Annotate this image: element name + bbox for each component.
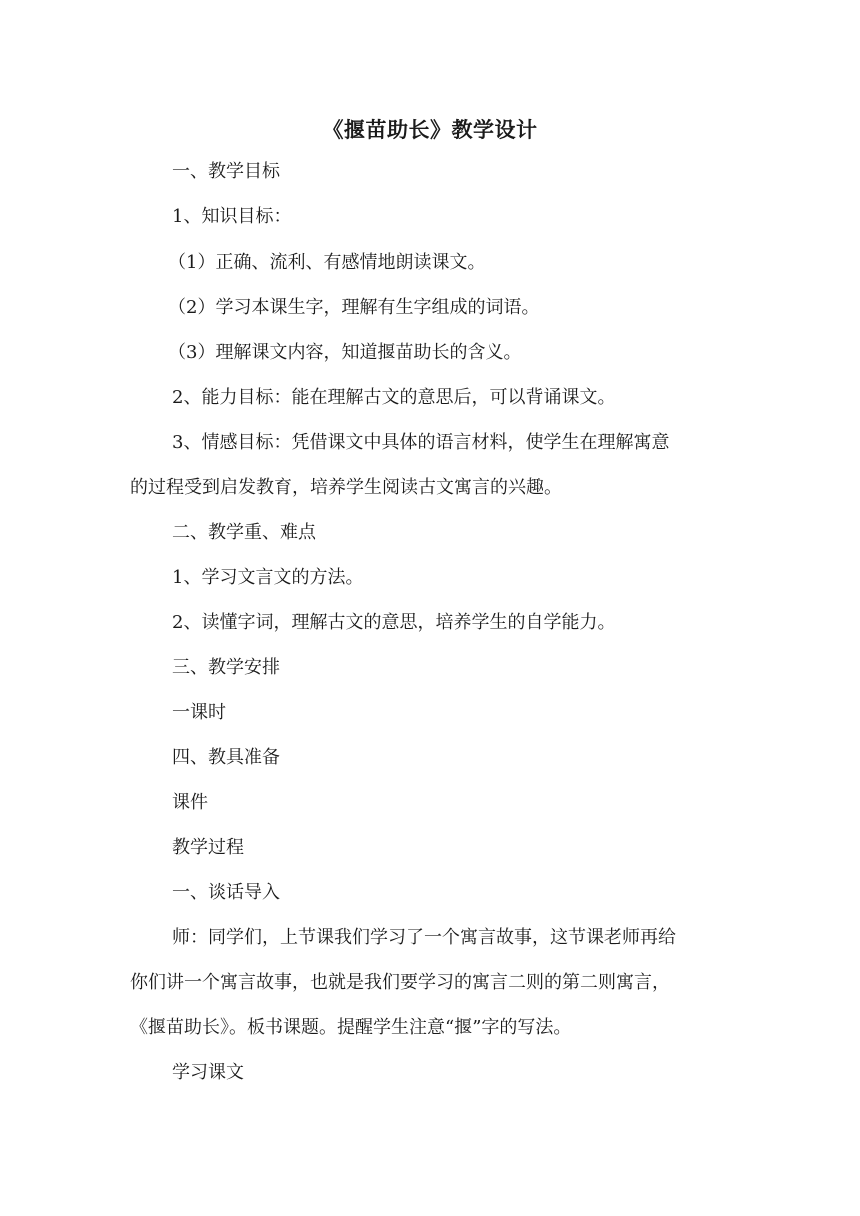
paragraph-introduction-line-3: 《揠苗助长》。板书课题。提醒学生注意“揠”字的写法。 — [130, 1017, 572, 1038]
paragraph-introduction-line-2: 你们讲一个寓言故事，也就是我们要学习的寓言二则的第二则寓言， — [130, 972, 670, 993]
paragraph-emotion-goal-line-2: 的过程受到启发教育，培养学生阅读古文寓言的兴趣。 — [130, 477, 562, 498]
section-heading-process: 教学过程 — [172, 837, 244, 858]
paragraph-knowledge-item-2: （2）学习本课生字，理解有生字组成的词语。 — [168, 297, 540, 318]
section-heading-study-text: 学习课文 — [172, 1062, 244, 1083]
paragraph-emotion-goal-line-1: 3、情感目标：凭借课文中具体的语言材料，使学生在理解寓意 — [172, 432, 670, 453]
section-heading-objectives: 一、教学目标 — [172, 161, 280, 182]
paragraph-knowledge-item-3: （3）理解课文内容，知道揠苗助长的含义。 — [168, 342, 522, 363]
section-heading-materials: 四、教具准备 — [172, 747, 280, 768]
section-heading-key-points: 二、教学重、难点 — [172, 522, 316, 543]
paragraph-introduction-line-1: 师：同学们，上节课我们学习了一个寓言故事，这节课老师再给 — [172, 927, 676, 948]
section-heading-introduction: 一、谈话导入 — [172, 882, 280, 903]
paragraph-key-point-2: 2、读懂字词，理解古文的意思，培养学生的自学能力。 — [172, 612, 616, 633]
document-title: 《揠苗助长》教学设计 — [322, 118, 538, 142]
paragraph-knowledge-goal: 1、知识目标： — [172, 206, 292, 227]
paragraph-key-point-1: 1、学习文言文的方法。 — [172, 567, 364, 588]
section-heading-schedule: 三、教学安排 — [172, 657, 280, 678]
paragraph-knowledge-item-1: （1）正确、流利、有感情地朗读课文。 — [168, 252, 486, 273]
paragraph-schedule: 一课时 — [172, 702, 226, 723]
paragraph-ability-goal: 2、能力目标：能在理解古文的意思后，可以背诵课文。 — [172, 387, 616, 408]
paragraph-materials: 课件 — [172, 792, 208, 813]
